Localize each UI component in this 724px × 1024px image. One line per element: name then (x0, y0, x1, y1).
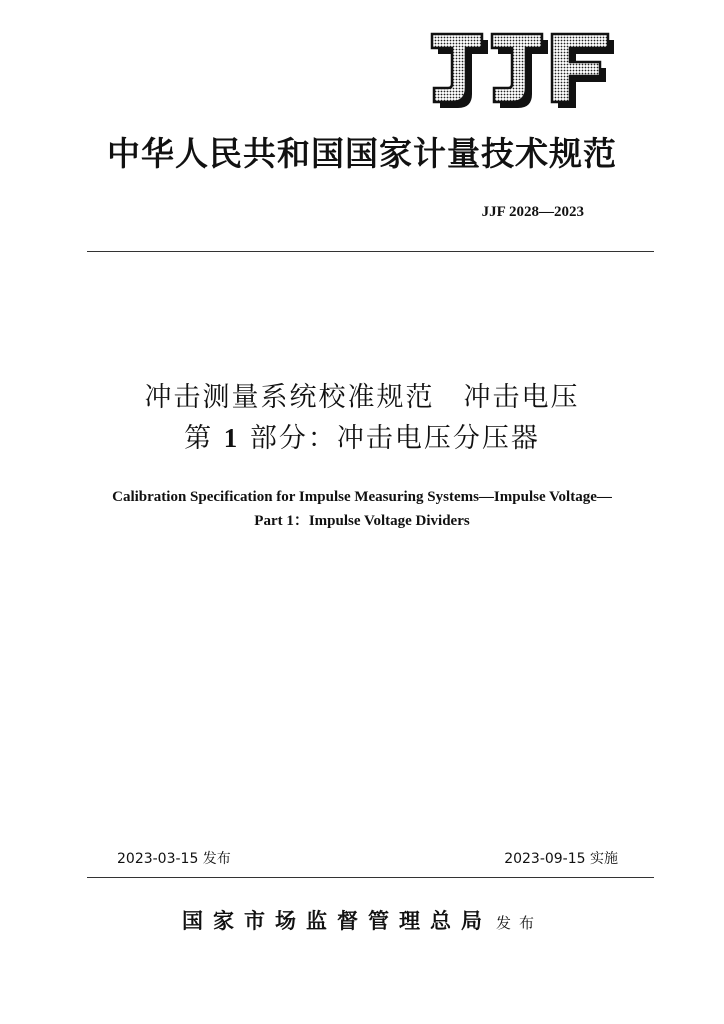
chinese-title-part-number: 1 (223, 423, 240, 453)
jjf-logo (428, 30, 616, 110)
publisher-name: 国家市场监督管理总局 (181, 908, 492, 933)
chinese-title-line-1: 冲击测量系统校准规范 冲击电压 (144, 382, 580, 413)
standard-code: JJF 2028—2023 (481, 204, 584, 220)
publisher-action: 发布 (495, 914, 542, 932)
implementation-date: 2023-09-15 实施 (504, 851, 618, 867)
issue-date: 2023-03-15 发布 (117, 851, 231, 867)
chinese-title-line-2 (0, 420, 724, 457)
bottom-divider (87, 877, 654, 878)
publisher-line (0, 904, 724, 940)
chinese-title-part-prefix: 第 (184, 423, 214, 454)
issuing-agency-title: 中华人民共和国国家计量技术规范 (107, 134, 617, 173)
chinese-title-part-suffix: 部分：冲击电压分压器 (249, 423, 540, 454)
english-title-line-2: Part 1：Impulse Voltage Dividers (254, 513, 470, 529)
top-divider (87, 251, 654, 252)
english-title-line-1: Calibration Specification for Impulse Measuring Systems—Impulse Voltage— (112, 489, 612, 505)
